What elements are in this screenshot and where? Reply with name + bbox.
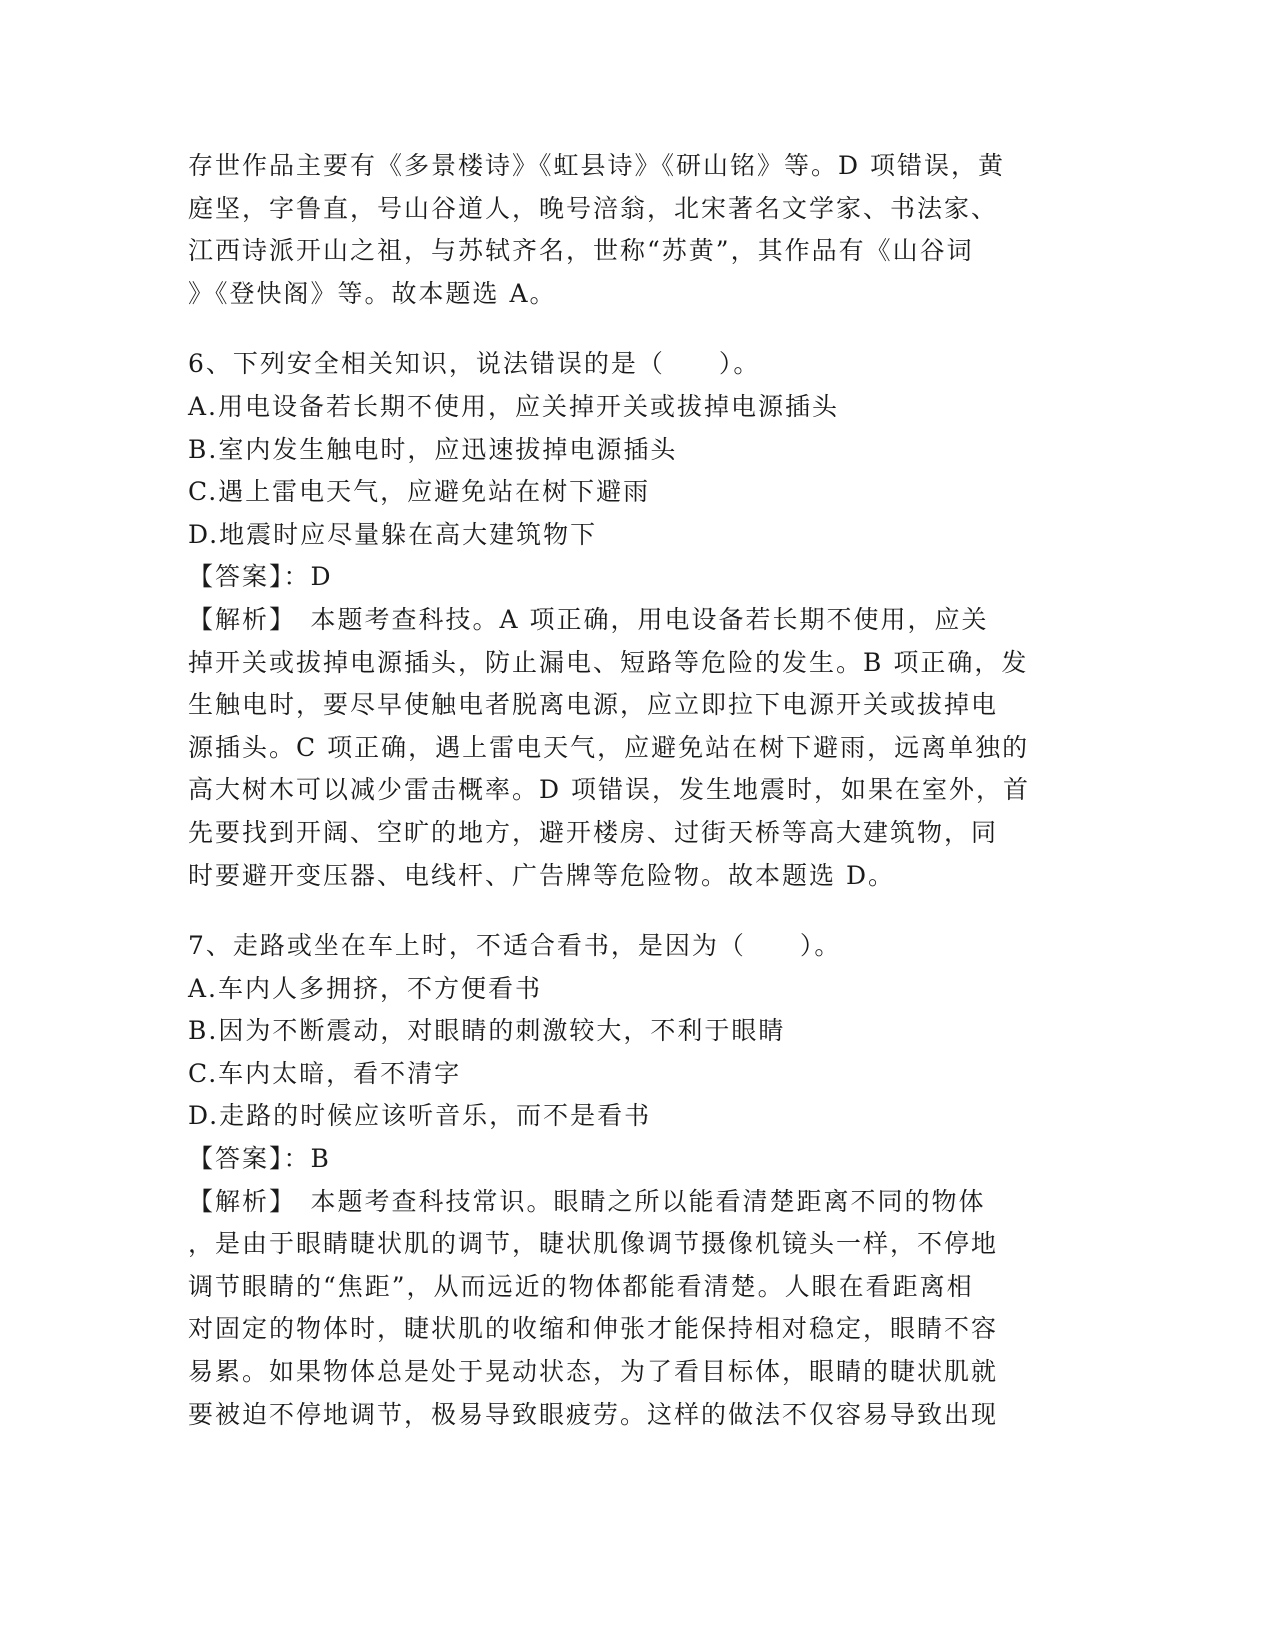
analysis-line: 生触电时，要尽早使触电者脱离电源，应立即拉下电源开关或拔掉电 (188, 690, 999, 720)
analysis-line: 时要避开变压器、电线杆、广告牌等危险物。故本题选 D。 (188, 860, 895, 890)
question-text: 7、走路或坐在车上时，不适合看书，是因为（ ）。 (188, 931, 842, 961)
analysis-line: 【解析】 本题考查科技常识。眼睛之所以能看清楚距离不同的物体 (188, 1186, 986, 1216)
intro-line: 存世作品主要有《多景楼诗》《虹县诗》《研山铭》等。D 项错误，黄 (188, 151, 1005, 180)
option-a: A.用电设备若长期不使用，应关掉开关或拔掉电源插头 (188, 391, 840, 421)
analysis-line: ，是由于眼睛睫状肌的调节，睫状肌像调节摄像机镜头一样，不停地 (188, 1229, 999, 1259)
question-6 (188, 343, 1088, 897)
intro-paragraph (188, 145, 1088, 315)
analysis-line: 易累。如果物体总是处于晃动状态，为了看目标体，眼睛的睫状肌就 (188, 1357, 999, 1387)
option-c: C.车内太暗，看不清字 (188, 1058, 462, 1088)
intro-line: 江西诗派开山之祖，与苏轼齐名，世称“苏黄”，其作品有《山谷词 (188, 236, 974, 266)
document-content (188, 145, 1088, 1436)
intro-line: 庭坚，字鲁直，号山谷道人，晚号涪翁，北宋著名文学家、书法家、 (188, 193, 999, 223)
intro-line: 》《登快阁》等。故本题选 A。 (188, 278, 557, 308)
option-b: B.因为不断震动，对眼睛的刺激较大，不利于眼睛 (188, 1016, 786, 1046)
option-d: D.地震时应尽量躲在高大建筑物下 (188, 519, 598, 549)
option-d: D.走路的时候应该听音乐，而不是看书 (188, 1101, 652, 1131)
spacer (188, 315, 1088, 343)
analysis-line: 源插头。C 项正确，遇上雷电天气，应避免站在树下避雨，远离单独的 (188, 732, 1030, 762)
answer-line: 【答案】：D (188, 562, 333, 592)
spacer (188, 897, 1088, 925)
analysis-line: 掉开关或拔掉电源插头，防止漏电、短路等危险的发生。B 项正确，发 (188, 647, 1029, 677)
question-7 (188, 925, 1088, 1436)
analysis-line: 调节眼睛的“焦距”，从而远近的物体都能看清楚。人眼在看距离相 (188, 1271, 974, 1301)
option-a: A.车内人多拥挤，不方便看书 (188, 973, 543, 1003)
analysis-line: 先要找到开阔、空旷的地方，避开楼房、过街天桥等高大建筑物，同 (188, 817, 999, 847)
analysis-line: 要被迫不停地调节，极易导致眼疲劳。这样的做法不仅容易导致出现 (188, 1399, 999, 1429)
question-text: 6、下列安全相关知识，说法错误的是（ ）。 (188, 349, 761, 379)
option-c: C.遇上雷电天气，应避免站在树下避雨 (188, 477, 651, 507)
analysis-line: 高大树木可以减少雷击概率。D 项错误，发生地震时，如果在室外，首 (188, 775, 1030, 805)
answer-line: 【答案】：B (188, 1144, 331, 1174)
analysis-line: 【解析】 本题考查科技。A 项正确，用电设备若长期不使用，应关 (188, 604, 989, 634)
option-b: B.室内发生触电时，应迅速拔掉电源插头 (188, 434, 678, 464)
analysis-line: 对固定的物体时，睫状肌的收缩和伸张才能保持相对稳定，眼睛不容 (188, 1314, 999, 1344)
